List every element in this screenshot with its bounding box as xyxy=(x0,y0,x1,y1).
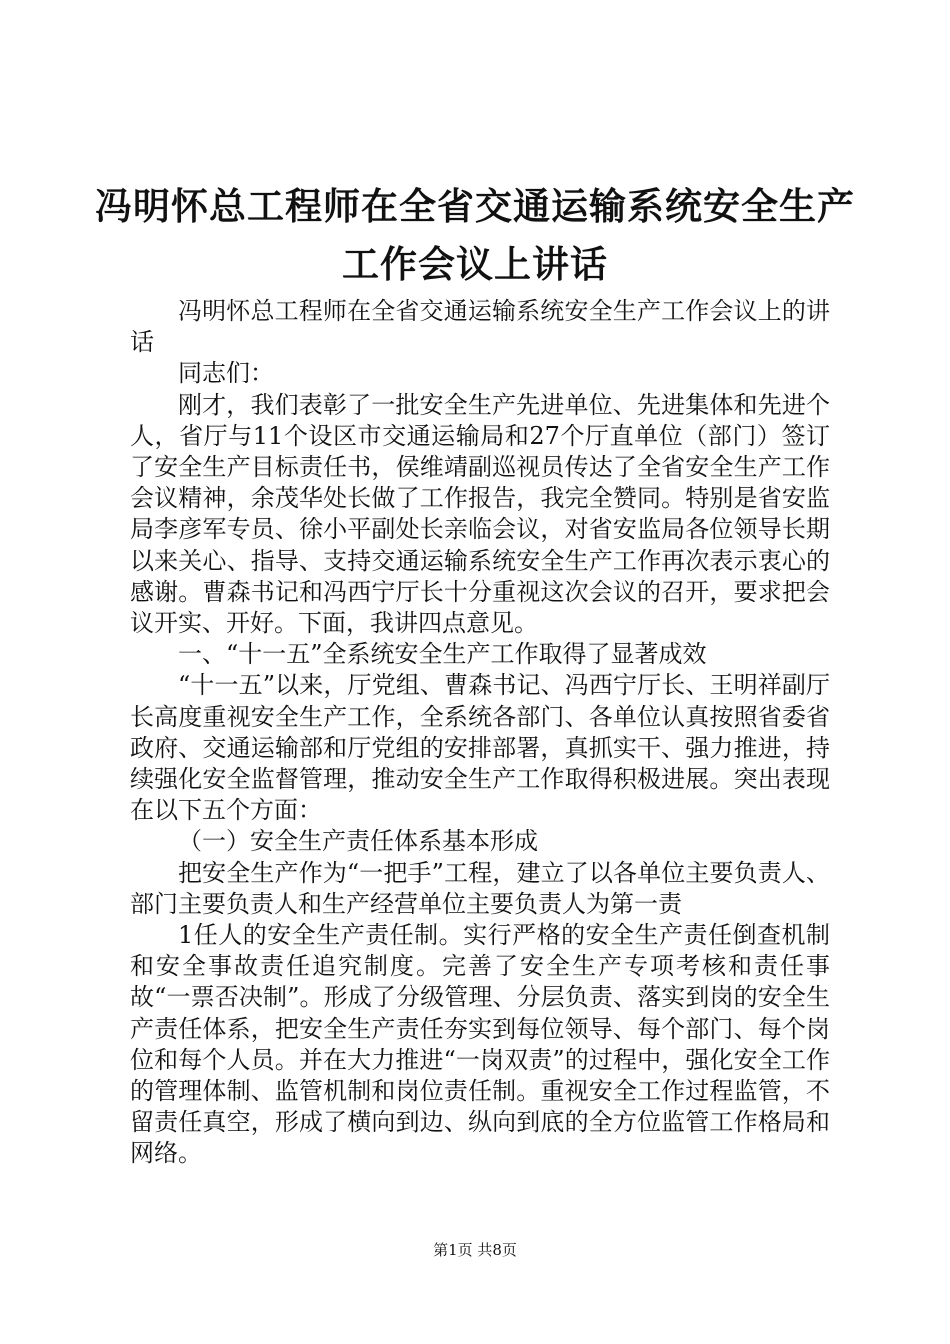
subsection-heading-1: （一）安全生产责任体系基本形成 xyxy=(178,827,538,856)
paragraph-subtitle: 冯明怀总工程师在全省交通运输系统安全生产工作会议上的讲话 xyxy=(130,297,830,357)
paragraph-subsection-1-a: 把安全生产作为“一把手”工程，建立了以各单位主要负责人、部门主要负责人和生产经营单位主要负责人为第一责 xyxy=(130,858,830,918)
document-title-line-2: 工作会议上讲话 xyxy=(342,242,608,286)
paragraph-section-1-intro: “十一五”以来，厅党组、曹森书记、冯西宁厅长、王明祥副厅长高度重视安全生产工作，全系统各部门、各单位认真按照省委省政府、交通运输部和厅党组的安排部署，真抓实干、强力推进，持续强化安全监督管理，推动安全生产工作取得积极进展。突出表现在以下五个方面： xyxy=(130,671,830,825)
paragraph-salutation: 同志们： xyxy=(178,359,274,388)
section-heading-1: 一、“十一五”全系统安全生产工作取得了显著成效 xyxy=(178,640,707,669)
paragraph-subsection-1-b: 1任人的安全生产责任制。实行严格的安全生产责任倒查机制和安全事故责任追究制度。完善了安全生产专项考核和责任事故“一票否决制”。形成了分级管理、分层负责、落实到岗的安全生产责任体系，把安全生产责任夯实到每位领导、每个部门、每个岗位和每个人员。并在大力推进“一岗双责”的过程中，强化安全工作的管理体制、监管机制和岗位责任制。重视安全工作过程监管，不留责任真空，形成了横向到边、纵向到底的全方位监管工作格局和网络。 xyxy=(130,921,830,1168)
document-body xyxy=(130,296,830,1170)
page-number-footer: 第1页 共8页 xyxy=(433,1241,517,1259)
document-title-line-1: 冯明怀总工程师在全省交通运输系统安全生产 xyxy=(95,184,855,228)
paragraph-opening: 刚才，我们表彰了一批安全生产先进单位、先进集体和先进个人，省厅与11个设区市交通运输局和27个厅直单位（部门）签订了安全生产目标责任书，侯维靖副巡视员传达了全省安全生产工作会议精神，余茂华处长做了工作报告，我完全赞同。特别是省安监局李彦军专员、徐小平副处长亲临会议，对省安监局各位领导长期以来关心、指导、支持交通运输系统安全生产工作再次表示衷心的感谢。曹森书记和冯西宁厅长十分重视这次会议的召开，要求把会议开实、开好。下面，我讲四点意见。 xyxy=(130,390,830,638)
